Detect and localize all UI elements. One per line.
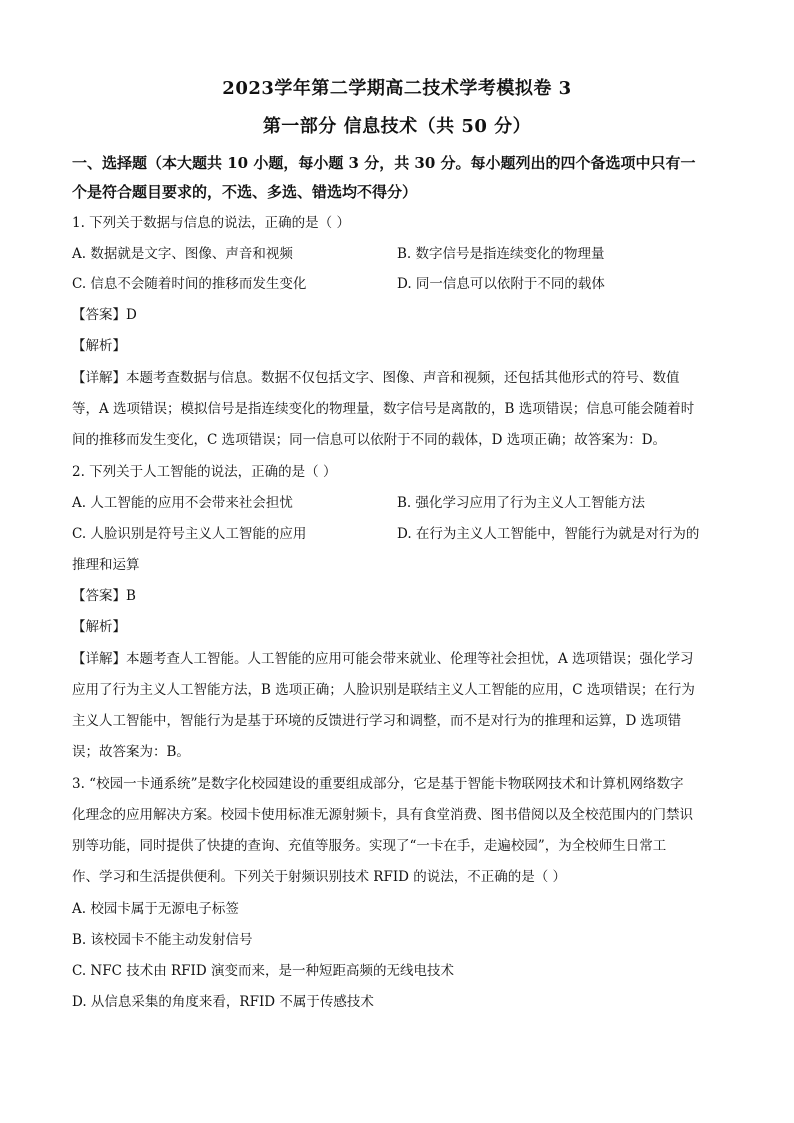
q1-answer: 【答案】D	[72, 307, 137, 323]
q2-stem: 2. 下列关于人工智能的说法，正确的是（ ）	[72, 464, 337, 480]
q3-stem-line-2: 化理念的应用解决方案。校园卡使用标准无源射频卡，具有食堂消费、图书借阅以及全校范围内的门禁识	[72, 807, 693, 823]
q1-detail-line-2: 等，A 选项错误；模拟信号是指连续变化的物理量，数字信号是离散的，B 选项错误；信息可能会随着时	[72, 401, 695, 417]
q1-stem: 1. 下列关于数据与信息的说法，正确的是（ ）	[72, 215, 350, 231]
q3-option-d: D. 从信息采集的角度来看，RFID 不属于传感技术	[72, 994, 374, 1010]
q3-option-c: C. NFC 技术由 RFID 演变而来，是一种短距高频的无线电技术	[72, 963, 455, 979]
q2-detail-line-3: 主义人工智能中，智能行为是基于环境的反馈进行学习和调整，而不是对行为的推理和运算，D 选项错	[72, 713, 682, 729]
q3-stem-line-1: 3. “校园一卡通系统”是数字化校园建设的重要组成部分，它是基于智能卡物联网技术和计算机网络数字	[72, 776, 684, 792]
q1-detail-line-3: 间的推移而发生变化，C 选项错误；同一信息可以依附于不同的载体，D 选项正确；故答案为：D。	[72, 432, 667, 448]
q1-option-d: D. 同一信息可以依附于不同的载体	[397, 276, 605, 292]
q1-option-c: C. 信息不会随着时间的推移而发生变化	[72, 276, 307, 292]
q3-option-a: A. 校园卡属于无源电子标签	[72, 901, 239, 917]
q1-analysis-label: 【解析】	[72, 338, 126, 354]
q2-option-c: C. 人脸识别是符号主义人工智能的应用	[72, 526, 307, 542]
q2-detail-line-1: 【详解】本题考查人工智能。人工智能的应用可能会带来就业、伦理等社会担忧，A 选项错误；强化学习	[72, 651, 694, 667]
q2-analysis-label: 【解析】	[72, 619, 126, 635]
q2-answer: 【答案】B	[72, 588, 136, 604]
section-heading-line-2: 个是符合题目要求的，不选、多选、错选均不得分）	[72, 183, 418, 201]
q2-option-a: A. 人工智能的应用不会带来社会担忧	[72, 495, 293, 511]
page-title: 2023学年第二学期高二技术学考模拟卷 3	[222, 78, 572, 99]
page-subtitle: 第一部分 信息技术（共 50 分）	[262, 116, 532, 137]
q2-detail-line-2: 应用了行为主义人工智能方法，B 选项正确；人脸识别是联结主义人工智能的应用，C 选项错误；在行为	[72, 682, 695, 698]
section-heading-line-1: 一、选择题（本大题共 10 小题，每小题 3 分，共 30 分。每小题列出的四个备选项中只有一	[72, 154, 696, 172]
q3-stem-line-3: 别等功能，同时提供了快捷的查询、充值等服务。实现了“一卡在手，走遍校园”，为全校师生日常工	[72, 838, 667, 854]
q2-option-d: D. 在行为主义人工智能中，智能行为就是对行为的	[397, 526, 700, 542]
q2-option-b: B. 强化学习应用了行为主义人工智能方法	[397, 495, 646, 511]
q1-detail-line-1: 【详解】本题考查数据与信息。数据不仅包括文字、图像、声音和视频，还包括其他形式的符号、数值	[72, 370, 680, 386]
q2-option-d-continued: 推理和运算	[72, 557, 140, 573]
q1-option-b: B. 数字信号是指连续变化的物理量	[397, 246, 605, 262]
q3-stem-line-4: 作、学习和生活提供便利。下列关于射频识别技术 RFID 的说法，不正确的是（ ）	[72, 869, 567, 885]
q2-detail-line-4: 误；故答案为：B。	[72, 744, 190, 760]
q1-option-a: A. 数据就是文字、图像、声音和视频	[72, 246, 293, 262]
q3-option-b: B. 该校园卡不能主动发射信号	[72, 932, 253, 948]
